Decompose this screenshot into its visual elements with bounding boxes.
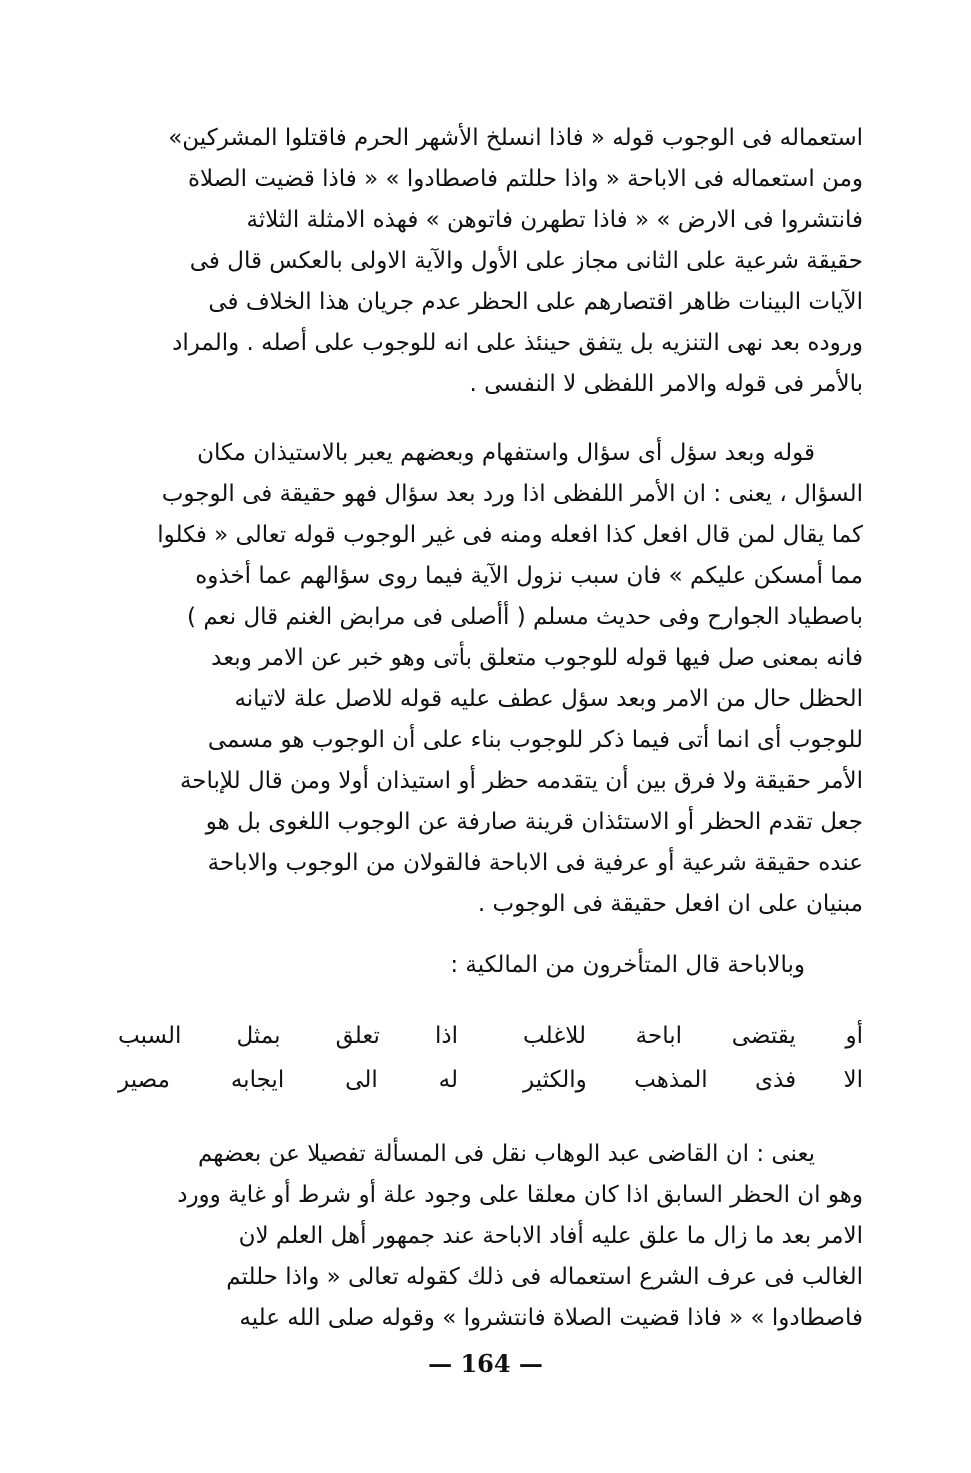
page-number: — 164 — (428, 1349, 543, 1378)
text-line: وهو ان الحظر السابق اذا كان معلقا على وجود علة أو شرط أو غاية وورد (177, 1182, 863, 1208)
text-line: باصطياد الجوارح وفى حديث مسلم ( أأصلى فى مرابض الغنم قال نعم ) (187, 604, 863, 630)
text-line: ومن استعماله فى الاباحة « واذا حللتم فاصطادوا » « فاذا قضيت الصلاة (187, 166, 863, 192)
text-line (118, 433, 863, 474)
text-line: الحظل حال من الامر وبعد سؤل عطف عليه قوله للاصل علة لاتيانه (234, 686, 863, 712)
page-body (118, 118, 863, 1339)
text-line: الأمر حقيقة ولا فرق بين أن يتقدمه حظر أو استيذان أولا ومن قال للإباحة (179, 768, 863, 794)
text-line: فانه بمعنى صل فيها قوله للوجوب متعلق بأتى وهو خبر عن الامر وبعد (211, 645, 863, 671)
text-line: كما يقال لمن قال افعل كذا افعله ومنه فى غير الوجوب قوله تعالى « فكلوا (157, 522, 863, 548)
paragraph-2 (118, 433, 863, 925)
text-line: الآيات البينات ظاهر اقتصارهم على الحظر عدم جريان هذا الخلاف فى (208, 289, 863, 315)
text-line: استعماله فى الوجوب قوله « فاذا انسلخ الأشهر الحرم فاقتلوا المشركين» (168, 125, 863, 151)
verse-line (118, 1016, 863, 1060)
text-line: فانتشروا فى الارض » « فاذا تطهرن فاتوهن » فهذه الامثلة الثلاثة (246, 207, 863, 233)
text-line: مبنيان على ان افعل حقيقة فى الوجوب . (477, 891, 863, 917)
text-line: الامر بعد ما زال ما علق عليه أفاد الاباحة عند جمهور أهل العلم لان (238, 1223, 863, 1249)
paragraph-3 (118, 1134, 863, 1339)
text-line: جعل تقدم الحظر أو الاستئذان قرينة صارفة عن الوجوب اللغوى بل هو (205, 809, 863, 835)
paragraph-1 (118, 118, 863, 405)
text-line: للوجوب أى انما أتى فيما ذكر للوجوب بناء على أن الوجوب هو مسمى (207, 727, 863, 753)
verse-first-hemistich: الا فذى المذهب والكثير (523, 1067, 863, 1093)
text-line (118, 1134, 863, 1175)
text-line: عنده حقيقة شرعية أو عرفية فى الاباحة فالقولان من الوجوب والاباحة (207, 850, 863, 876)
text-line: بالأمر فى قوله والامر اللفظى لا النفسى . (469, 371, 863, 397)
verse-line (118, 1060, 863, 1104)
text-line: الغالب فى عرف الشرع استعماله فى ذلك كقوله تعالى « واذا حللتم (226, 1264, 863, 1290)
text-line: حقيقة شرعية على الثانى مجاز على الأول والآية الاولى بالعكس قال فى (189, 248, 863, 274)
verse-second-hemistich: اذا تعلق بمثل السبب (118, 1023, 458, 1049)
text-line: فاصطادوا » « فاذا قضيت الصلاة فانتشروا » وقوله صلى الله عليه (239, 1305, 863, 1331)
text-line: وروده بعد نهى التنزيه بل يتفق حينئذ على انه للوجوب على أصله . والمراد (172, 330, 863, 356)
text-line-content: قوله وبعد سؤل أى سؤال واستفهام وبعضهم يعبر بالاستيذان مكان (197, 440, 815, 466)
verse-second-hemistich: له الى ايجابه مصير (118, 1067, 458, 1093)
text-line-content: يعنى : ان القاضى عبد الوهاب نقل فى المسألة تفصيلا عن بعضهم (197, 1141, 815, 1167)
text-line: مما أمسكن عليكم » فان سبب نزول الآية فيما روى سؤالهم عما أخذوه (195, 563, 863, 589)
text-line: السؤال ، يعنى : ان الأمر اللفظى اذا ورد بعد سؤال فهو حقيقة فى الوجوب (161, 481, 863, 507)
verse-first-hemistich: أو يقتضى اباحة للاغلب (523, 1023, 863, 1049)
section-heading: وبالاباحة قال المتأخرون من المالكية : (450, 952, 805, 978)
poem (118, 1016, 863, 1104)
